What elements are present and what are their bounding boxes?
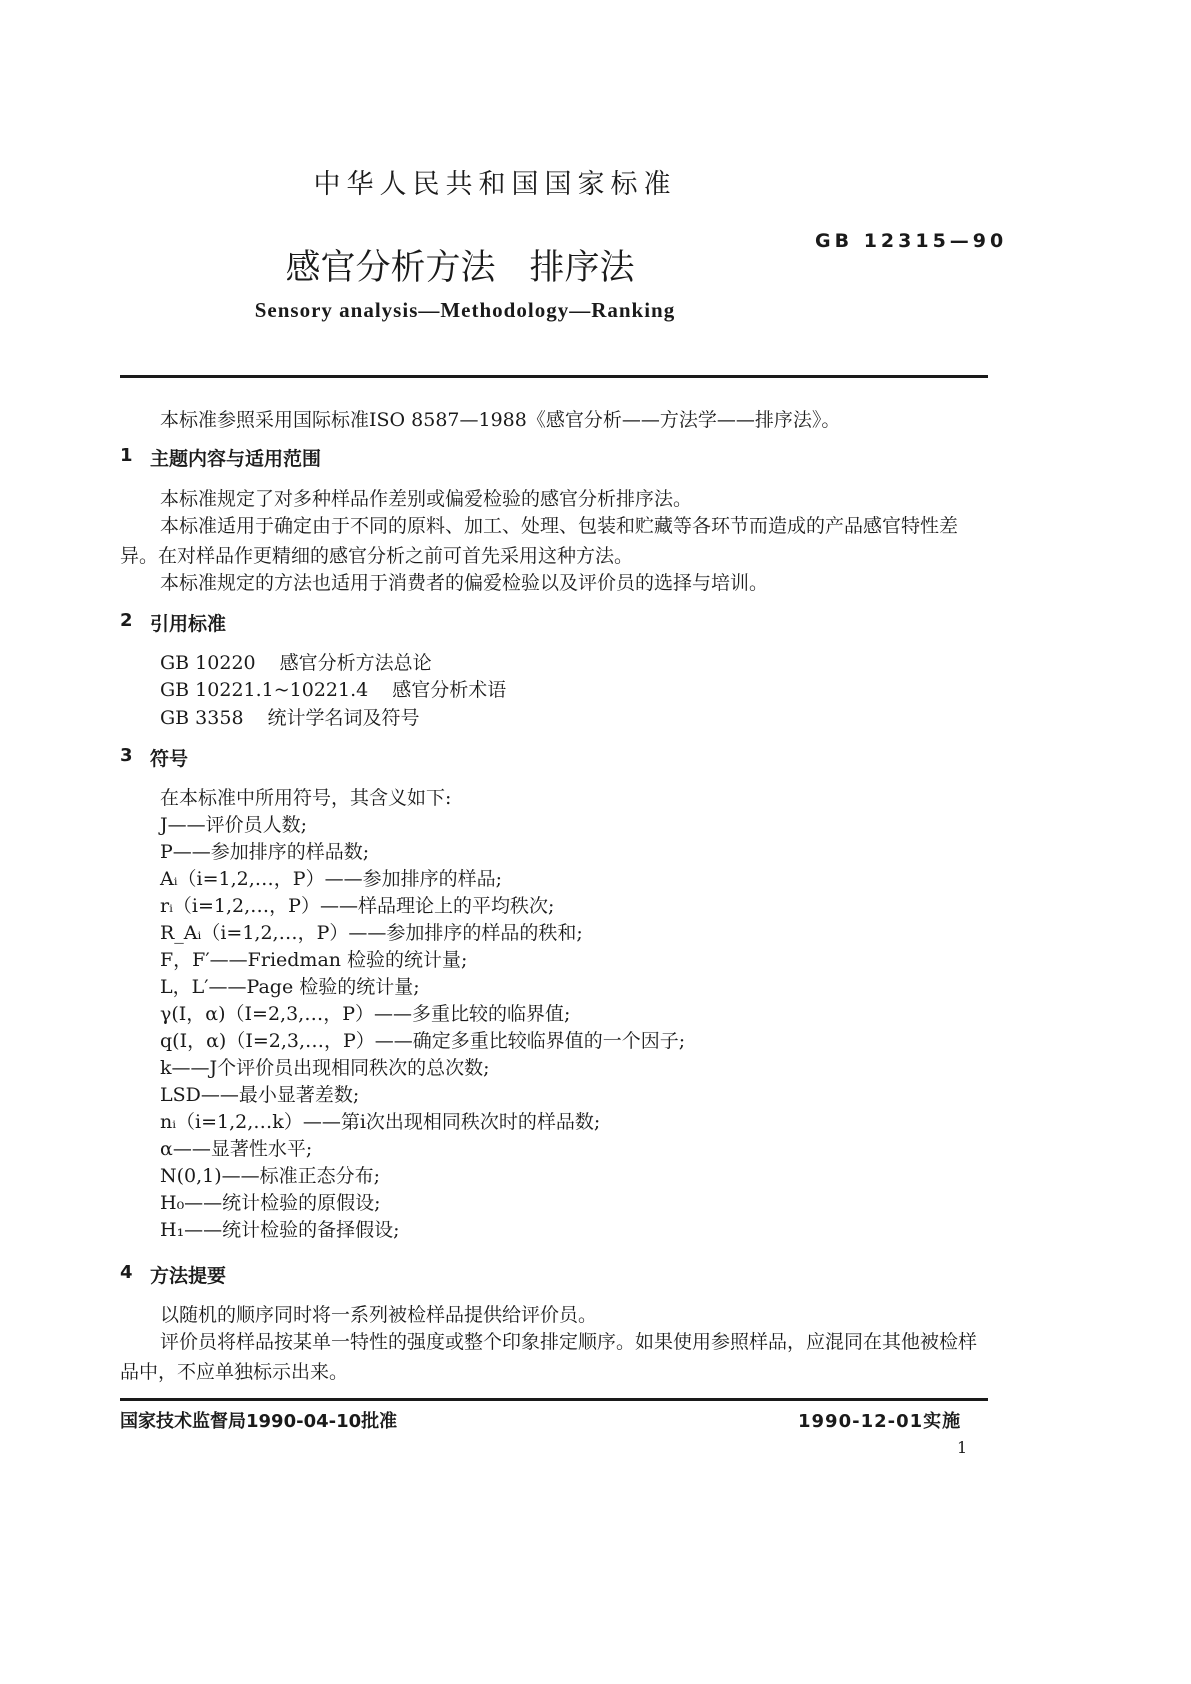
section-4-title: 方法提要 xyxy=(150,1265,227,1287)
symbol-definition: k——J个评价员出现相同秩次的总次数; xyxy=(160,1057,490,1079)
national-standard-heading: 中华人民共和国国家标准 xyxy=(313,169,677,200)
title-chinese xyxy=(0,240,920,290)
section-4-paragraph-2: 评价员将样品按某单一特性的强度或整个印象排定顺序。如果使用参照样品，应混同在其他被检样品中，不应单独标示出来。 xyxy=(120,1331,978,1383)
symbol-definition: γ(I，α)（I=2,3,…，P）——多重比较的临界值; xyxy=(160,1003,571,1025)
title-cn-part2: 排序法 xyxy=(529,248,635,288)
reference-name: 感官分析术语 xyxy=(392,679,507,701)
section-1-paragraph-3: 本标准规定的方法也适用于消费者的偏爱检验以及评价员的选择与培训。 xyxy=(160,572,769,594)
section-2-title: 引用标准 xyxy=(150,613,227,635)
section-4-number: 4 xyxy=(120,1262,133,1283)
symbol-definition: J——评价员人数; xyxy=(160,814,308,836)
section-1-paragraph-2: 本标准适用于确定由于不同的原料、加工、处理、包装和贮藏等各环节而造成的产品感官特性差异。在对样品作更精细的感官分析之前可首先采用这种方法。 xyxy=(120,515,959,567)
section-3-title: 符号 xyxy=(150,748,189,770)
symbol-definition: N(0,1)——标准正态分布; xyxy=(160,1165,381,1187)
bottom-divider xyxy=(120,1398,988,1401)
reference-item xyxy=(160,648,432,675)
section-4-paragraph-1: 以随机的顺序同时将一系列被检样品提供给评价员。 xyxy=(160,1304,598,1326)
symbol-definition: α——显著性水平; xyxy=(160,1138,313,1160)
reference-code: GB 10221.1~10221.4 xyxy=(160,679,369,701)
intro-paragraph: 本标准参照采用国际标准ISO 8587—1988《感官分析——方法学——排序法》。 xyxy=(160,409,841,431)
symbol-definition: LSD——最小显著差数; xyxy=(160,1084,360,1106)
section-2-number: 2 xyxy=(120,610,133,631)
top-divider xyxy=(120,375,988,378)
symbol-definition: P——参加排序的样品数; xyxy=(160,841,370,863)
symbol-definition: Aᵢ（i=1,2,…，P）——参加排序的样品; xyxy=(160,868,502,890)
approval-line: 国家技术监督局1990-04-10批准 xyxy=(120,1411,398,1432)
section-3-lead: 在本标准中所用符号，其含义如下: xyxy=(160,787,452,809)
symbol-definition: H₀——统计检验的原假设; xyxy=(160,1192,381,1214)
reference-code: GB 3358 xyxy=(160,707,244,729)
section-3-number: 3 xyxy=(120,745,133,766)
page-number: 1 xyxy=(957,1438,968,1457)
title-cn-part1: 感官分析方法 xyxy=(285,248,496,288)
reference-item xyxy=(160,703,420,730)
symbol-definition: F，F′——Friedman 检验的统计量; xyxy=(160,949,468,971)
reference-item xyxy=(160,675,506,702)
effective-date: 1990-12-01实施 xyxy=(798,1411,962,1432)
reference-name: 统计学名词及符号 xyxy=(267,707,420,729)
symbol-definition: L，L′——Page 检验的统计量; xyxy=(160,976,420,998)
symbol-definition: R_Aᵢ（i=1,2,…，P）——参加排序的样品的秩和; xyxy=(160,922,583,944)
section-1-title: 主题内容与适用范围 xyxy=(150,448,322,470)
section-1-number: 1 xyxy=(120,445,133,466)
symbol-definition: rᵢ（i=1,2,…，P）——样品理论上的平均秩次; xyxy=(160,895,555,917)
reference-code: GB 10220 xyxy=(160,652,256,674)
symbol-definition: H₁——统计检验的备择假设; xyxy=(160,1219,400,1241)
section-1-paragraph-1: 本标准规定了对多种样品作差别或偏爱检验的感官分析排序法。 xyxy=(160,488,693,510)
standard-number: GB 12315—90 xyxy=(815,230,1008,252)
symbol-definition: nᵢ（i=1,2,…k）——第i次出现相同秩次时的样品数; xyxy=(160,1111,601,1133)
title-english: Sensory analysis—Methodology—Ranking xyxy=(254,298,676,322)
reference-name: 感官分析方法总论 xyxy=(279,652,432,674)
symbol-definition: q(I，α)（I=2,3,…，P）——确定多重比较临界值的一个因子; xyxy=(160,1030,686,1052)
